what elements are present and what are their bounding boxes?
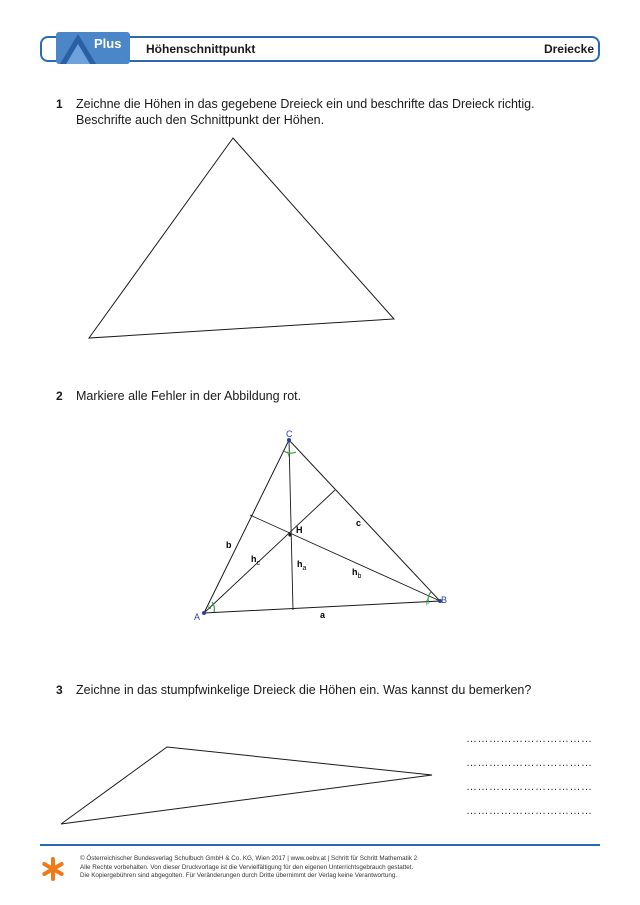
height-line-a	[204, 490, 335, 613]
vertex-a-label: A	[194, 612, 201, 622]
task-1-line-2: Beschrifte auch den Schnittpunkt der Höhen.	[76, 113, 325, 127]
angle-alpha-label: α	[208, 605, 212, 611]
logo-label: Plus	[94, 36, 122, 51]
task-number-2: 2	[56, 389, 63, 403]
triangle-1	[89, 138, 394, 338]
side-a-label: a	[320, 610, 326, 620]
footer-line-3: Die Kopiergebühren sind abgegolten. Für Veränderungen durch Dritte übernimmt der Verlag keine Verantwortung.	[80, 872, 398, 880]
answer-line-2[interactable]: ……………………………	[466, 757, 593, 769]
vertex-a-dot	[202, 611, 206, 615]
triangle-3	[61, 747, 432, 824]
task-1-line-1: Zeichne die Höhen in das gegebene Dreieck ein und beschrifte das Dreieck richtig.	[76, 97, 535, 111]
angle-arc-gamma	[284, 451, 296, 453]
task-text-3: Zeichne in das stumpfwinkelige Dreieck die Höhen ein. Was kannst du bemerken?	[76, 683, 532, 697]
answer-line-4[interactable]: ……………………………	[466, 805, 593, 817]
task-number-1: 1	[56, 97, 63, 111]
height-line-b	[250, 515, 440, 601]
vertex-b-label: B	[441, 595, 448, 605]
task-text-2: Markiere alle Fehler in der Abbildung rot.	[76, 389, 302, 403]
vertex-c-label: C	[286, 429, 293, 439]
orthocenter-label: H	[296, 525, 303, 535]
task-number-3: 3	[56, 683, 63, 697]
figure-2	[194, 429, 447, 622]
height-c-label: $h_c$	[251, 554, 260, 567]
answer-line-3[interactable]: ……………………………	[466, 781, 593, 793]
angle-beta-label: β	[426, 600, 430, 606]
orthocenter-dot	[288, 533, 291, 536]
angle-gamma-label: γ	[287, 451, 290, 457]
triangle-2	[204, 440, 440, 613]
height-b-label: $h_b$	[352, 567, 362, 580]
category-label: Dreiecke	[543, 42, 594, 56]
answer-line-1[interactable]: ……………………………	[466, 733, 593, 745]
footer-copyright	[80, 855, 600, 881]
height-a-label: $h_a$	[297, 559, 307, 572]
height-line-c	[289, 440, 293, 610]
footer-line-2: Alle Rechte vorbehalten. Von dieser Druckvorlage ist die Vervielfältigung für den eigenen Unterrichtsgebrauch gestattet.	[80, 863, 414, 871]
footer-divider	[40, 844, 600, 846]
side-c-label: c	[356, 518, 362, 528]
footer-line-1: © Österreichischer Bundesverlag Schulbuch GmbH & Co. KG, Wien 2017 | www.oebv.at | Schritt für Schritt Mathematik 2	[80, 855, 418, 862]
side-b-label: b	[226, 540, 232, 550]
page-title: Höhenschnittpunkt	[146, 42, 256, 56]
publisher-star-icon	[40, 856, 66, 882]
